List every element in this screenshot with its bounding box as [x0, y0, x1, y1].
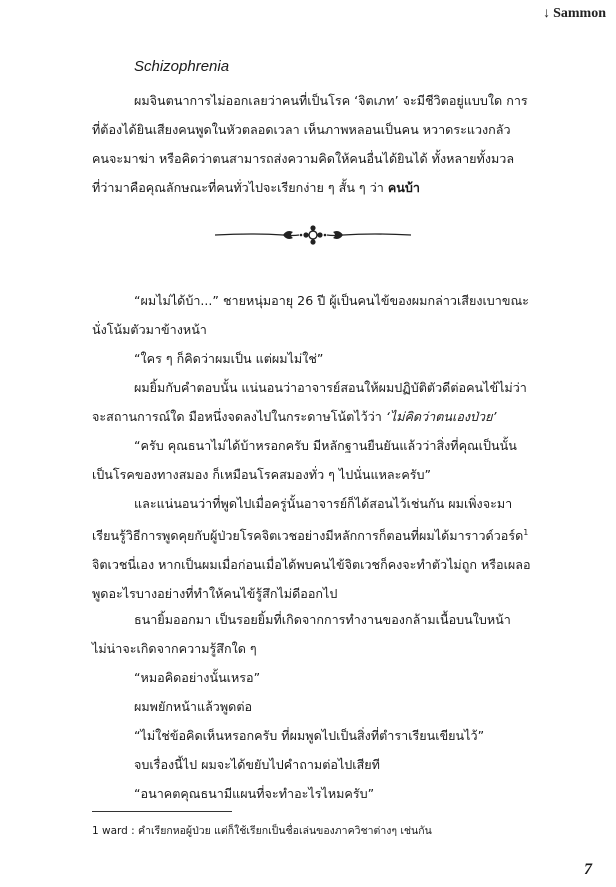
paragraph-1: [92, 286, 572, 344]
footnote: 1 ward : คำเรียกหอผู้ป่วย แต่ก็ใช้เรียกเป็นชื่อเล่นของภาควิชาต่างๆ เช่นกัน: [92, 825, 432, 837]
paragraph-4-line-2: เป็นโรคของทางสมอง ก็เหมือนโรคสมองทั่ว ๆ ไปนั่นแหละครับ”: [92, 467, 432, 482]
paragraph-11: [92, 779, 572, 808]
paragraph-5-line-4: พูดอะไรบางอย่างที่ทำให้คนไข้รู้สึกไม่ดีออกไป: [92, 586, 338, 602]
header-title: Sammon: [553, 6, 606, 21]
paragraph-5-line-2-text: เรียนรู้วิธีการพูดคุยกับผู้ป่วยโรคจิตเวชอย่างมีหลักการก็ตอนที่ผมได้มาราวด์วอร์ด: [92, 528, 524, 544]
footnote-marker: 1: [523, 528, 529, 537]
running-header: [543, 6, 606, 22]
intro-key-term: คนบ้า: [387, 180, 420, 195]
section-topic: Schizophrenia: [134, 58, 230, 75]
paragraph-5-line-1: และแน่นอนว่าที่พูดไปเมื่อครู่นั้นอาจารย์ก็ได้สอนไว้เช่นกัน ผมเพิ่งจะมา: [134, 496, 513, 511]
paragraph-6-line-1: ธนายิ้มออกมา เป็นรอยยิ้มที่เกิดจากการทำงานของกล้ามเนื้อบนใบหน้า: [134, 612, 511, 627]
paragraph-5: [92, 489, 572, 608]
paragraph-6-line-2: ไม่น่าจะเกิดจากความรู้สึกใด ๆ: [92, 641, 257, 656]
page-number: 7: [584, 861, 592, 878]
paragraph-5-line-3: จิตเวชนี่เอง หากเป็นผมเมื่อก่อนเมื่อได้พบคนไข้จิตเวชก็คงจะทำตัวไม่ถูก หรือเผลอ: [92, 557, 531, 573]
paragraph-7: [92, 663, 572, 692]
intro-line-2: ที่ต้องได้ยินเสียงคนพูดในหัวตลอดเวลา เห็นภาพหลอนเป็นคน หวาดระแวงกลัว: [92, 122, 511, 137]
intro-line-4-text: ที่ว่ามาคือคุณลักษณะที่คนทั่วไปจะเรียกง่าย ๆ สั้น ๆ ว่า: [92, 180, 388, 195]
paragraph-9: [92, 721, 572, 750]
intro-paragraph: [92, 86, 572, 202]
ornament-divider-icon: [213, 222, 413, 248]
intro-line-4: [92, 173, 572, 202]
paragraph-6: [92, 605, 572, 663]
paragraph-3-line-2-text: จะสถานการณ์ใด มือหนึ่งจดลงไปในกระดาษโน้ตไว้ว่า: [92, 409, 386, 424]
paragraph-4-line-1: “ครับ คุณธนาไม่ได้บ้าหรอกครับ มีหลักฐานยืนยันแล้วว่าสิ่งที่คุณเป็นนั้น: [134, 438, 517, 453]
intro-line-1: ผมจินตนาการไม่ออกเลยว่าคนที่เป็นโรค ‘จิตเภท’ จะมีชีวิตอยู่แบบใด การ: [134, 93, 528, 108]
paragraph-2-line-1: “ใคร ๆ ก็คิดว่าผมเป็น แต่ผมไม่ใช่”: [134, 351, 324, 366]
paragraph-10: [92, 750, 572, 779]
paragraph-3-line-2: [92, 402, 572, 431]
paragraph-3: [92, 373, 572, 431]
paragraph-8: [92, 692, 572, 721]
paragraph-10-line-1: จบเรื่องนี้ไป ผมจะได้ขยับไปคำถามต่อไปเสียที: [134, 757, 380, 772]
paragraph-1-line-1: “ผมไม่ได้บ้า...” ชายหนุ่มอายุ 26 ปี ผู้เป็นคนไข้ของผมกล่าวเสียงเบาขณะ: [134, 293, 529, 308]
paragraph-4: [92, 431, 572, 489]
paragraph-11-line-1: “อนาคตคุณธนามีแผนที่จะทำอะไรไหมครับ”: [134, 786, 375, 801]
paragraph-2: [92, 344, 572, 373]
paragraph-1-line-2: นั่งโน้มตัวมาข้างหน้า: [92, 322, 207, 337]
footnote-divider: [92, 811, 232, 812]
paragraph-5-line-2: [92, 518, 572, 550]
paragraph-7-line-1: “หมอคิดอย่างนั้นเหรอ”: [134, 670, 261, 685]
paragraph-9-line-1: “ไม่ใช่ข้อคิดเห็นหรอกครับ ที่ผมพูดไปเป็นสิ่งที่ตำราเรียนเขียนไว้”: [134, 728, 485, 743]
paragraph-8-line-1: ผมพยักหน้าแล้วพูดต่อ: [134, 699, 253, 714]
intro-line-3: คนจะมาฆ่า หรือคิดว่าตนสามารถส่งความคิดให้คนอื่นได้ยินได้ ทั้งหลายทั้งมวล: [92, 151, 515, 166]
header-mark: ↓: [543, 6, 551, 21]
paragraph-3-line-1: ผมยิ้มกับคำตอบนั้น แน่นอนว่าอาจารย์สอนให้ผมปฏิบัติตัวดีต่อคนไข้ไม่ว่า: [134, 380, 527, 395]
note-quote: ‘ไม่คิดว่าตนเองป่วย’: [385, 409, 497, 424]
